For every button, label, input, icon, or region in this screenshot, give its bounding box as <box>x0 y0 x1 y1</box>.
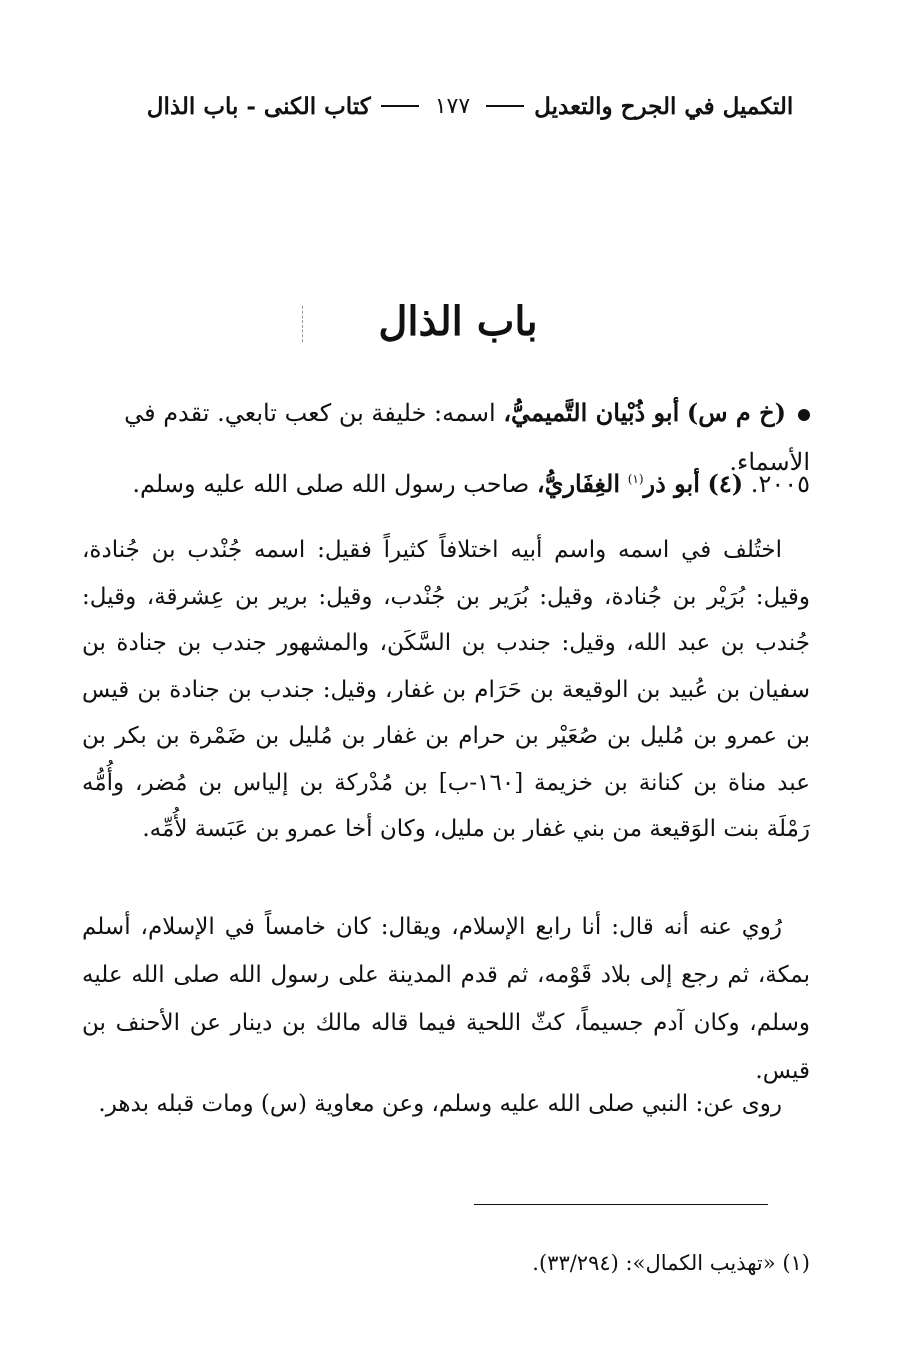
footnote-marker: (١) <box>782 1251 810 1275</box>
entry-name: أبو ذر <box>643 469 700 498</box>
running-head-book-title: التكميل في الجرح والتعديل <box>534 92 794 120</box>
entry-number: ٢٠٠٥. <box>750 470 810 498</box>
footnote-divider <box>474 1204 768 1205</box>
footnote-reference: (١) <box>627 472 644 486</box>
entry-text: صاحب رسول الله صلى الله عليه وسلم. <box>132 470 530 498</box>
paragraph-narrations: روى عن: النبي صلى الله عليه وسلم، وعن معاوية (س) ومات قبله بدهر. <box>98 1091 782 1117</box>
chapter-title: باب الذال <box>378 298 538 345</box>
running-head-dash <box>381 105 419 107</box>
page-number: ١٧٧ <box>434 93 471 119</box>
entry-text: اسمه: خليفة بن كعب تابعي. تقدم في الأسماء. <box>124 399 810 476</box>
entry-name: أبو ذُبْيان التَّميميُّ، <box>503 398 680 427</box>
entry-codes: (خ م س) <box>686 398 786 427</box>
bullet-icon <box>798 409 810 421</box>
entry-numbered <box>82 455 810 509</box>
footnote-text: «تهذيب الكمال»: (٣٣/٢٩٤). <box>532 1251 776 1275</box>
running-head-dash <box>486 105 524 107</box>
paragraph-biography: رُوي عنه أنه قال: أنا رابع الإسلام، ويقال: كان خامساً في الإسلام، أسلم بمكة، ثم رجع إلى بلاد قَوْمه، ثم قدم المدينة على رسول الله صلى الله عليه وسلم، وكان آدم جسيماً، كثّ اللحية فيما قاله مالك بن دينار عن الأحنف بن قيس. <box>82 914 810 1084</box>
running-head-section: كتاب الكنى - باب الذال <box>146 92 371 120</box>
footnote <box>400 1243 810 1283</box>
entry-codes: (٤) <box>707 469 744 498</box>
entry-nisba: الغِفَاريُّ، <box>536 469 621 498</box>
running-head <box>130 86 810 126</box>
paragraph-name-lineage: اختُلف في اسمه واسم أبيه اختلافاً كثيراً فقيل: اسمه جُنْدب بن جُنادة، وقيل: بُرَيْر بن جُنادة، وقيل: بُرَير بن جُنْدب، وقيل: برير بن عِشرقة، وقيل: جُندب بن عبد الله، وقيل: جندب بن السَّكَن، والمشهور جندب بن جنادة بن سفيان بن عُبيد بن الوقيعة بن حَرَام بن غفار، وقيل: جندب بن جنادة بن قيس بن عمرو بن مُليل بن صُعَيْر بن حرام بن غفار بن مُليل بن ضَمْرة بن بكر بن عبد مناة بن كنانة بن خزيمة [١٦٠-ب] بن مُدْركة بن إلياس بن مُضر، وأُمُّه رَمْلَة بنت الوَقيعة من بني غفار بن مليل، وكان أخا عمرو بن عَبَسة لأُمِّه. <box>82 537 810 842</box>
